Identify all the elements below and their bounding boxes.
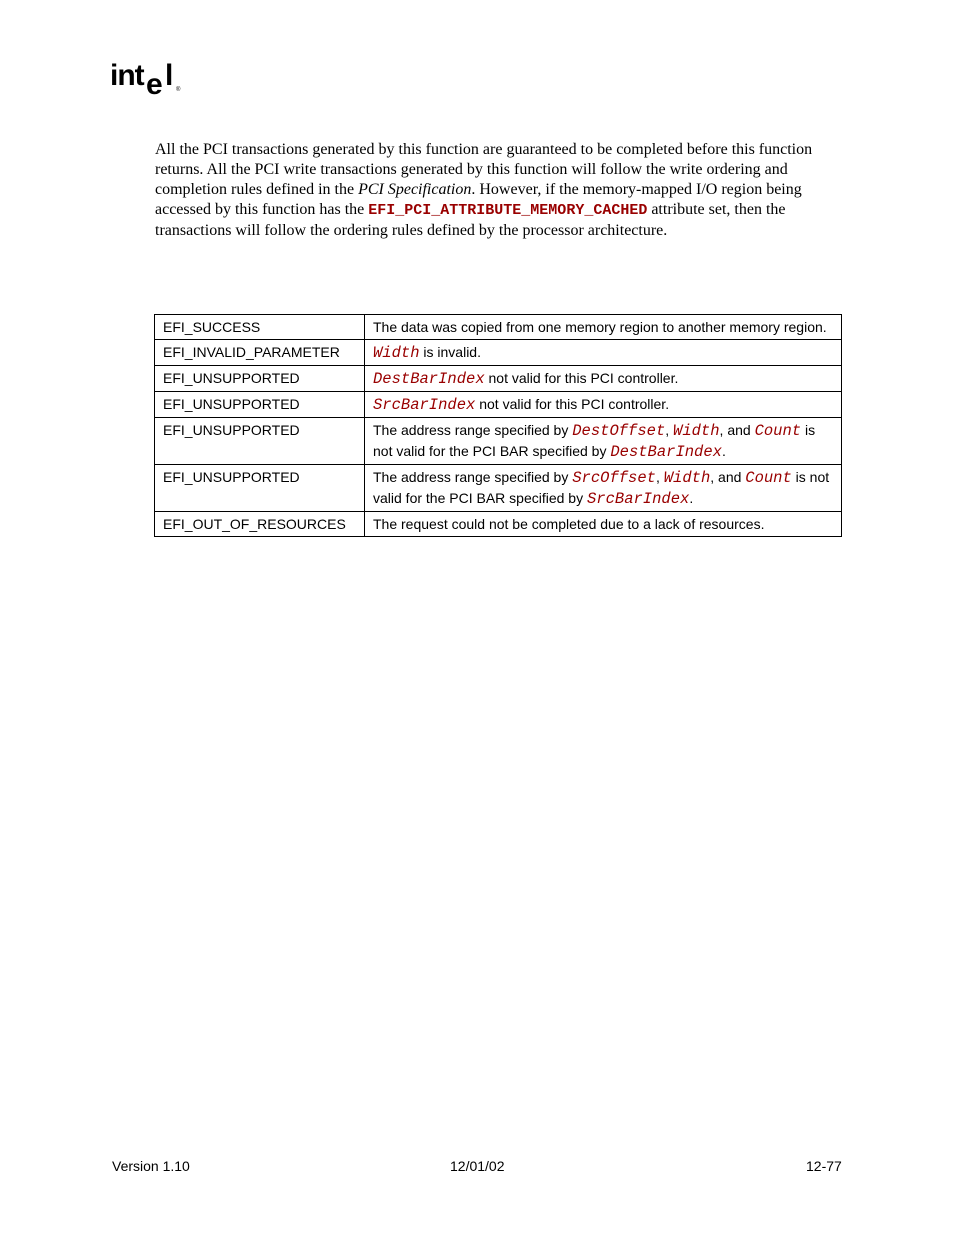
footer-page-number: 12-77	[806, 1158, 842, 1174]
status-code: EFI_UNSUPPORTED	[155, 465, 365, 512]
parameter-name: SrcOffset	[572, 469, 656, 487]
status-code: EFI_OUT_OF_RESOURCES	[155, 512, 365, 537]
parameter-name: DestOffset	[572, 422, 666, 440]
table-row	[155, 315, 842, 340]
status-description	[365, 315, 842, 340]
status-code: EFI_UNSUPPORTED	[155, 366, 365, 392]
description-text: ,	[655, 469, 664, 485]
svg-text:int: int	[110, 59, 144, 92]
svg-text:®: ®	[176, 87, 181, 93]
parameter-name: Width	[663, 469, 711, 487]
description-text: The address range specified by	[373, 469, 573, 485]
description-text: , and	[719, 422, 755, 438]
description-text: .	[689, 490, 694, 506]
body-text-part-3: attribute set, then the transactions will follow the ordering rules defined by the processor architecture.	[155, 201, 786, 239]
footer-date: 12/01/02	[450, 1158, 505, 1174]
body-text-part-1: All the PCI transactions generated by this function are guaranteed to be completed before this function returns. All the PCI write transactions generated by this function will follow the write ordering and completion rules defined in the	[155, 141, 813, 198]
description-text: not valid for this PCI controller.	[484, 370, 679, 386]
description-text: is not valid for the PCI BAR specified by	[373, 469, 830, 506]
table-row	[155, 418, 842, 465]
intel-logo-mark	[110, 58, 182, 102]
table-row	[155, 465, 842, 512]
description-text: is invalid.	[419, 344, 481, 360]
body-paragraph	[155, 140, 845, 241]
parameter-name: Count	[745, 469, 792, 487]
svg-text:e: e	[146, 68, 163, 101]
description-text: is not valid for the PCI BAR specified by	[373, 422, 816, 459]
description-text: not valid for this PCI controller.	[475, 396, 670, 412]
status-codes-table	[154, 314, 842, 537]
description-text: The data was copied from one memory region to another memory region.	[373, 319, 827, 335]
table-row	[155, 512, 842, 537]
attribute-constant: EFI_PCI_ATTRIBUTE_MEMORY_CACHED	[368, 202, 648, 219]
status-description	[365, 512, 842, 537]
description-text: The request could not be completed due to a lack of resources.	[373, 516, 765, 532]
parameter-name: SrcBarIndex	[587, 490, 690, 508]
parameter-name: Width	[673, 422, 720, 440]
footer-version: Version 1.10	[112, 1158, 190, 1174]
body-text-part-2: . However, if the memory-mapped I/O region being accessed by this function has the	[155, 181, 802, 218]
svg-text:l: l	[165, 59, 174, 92]
status-code: EFI_UNSUPPORTED	[155, 392, 365, 418]
parameter-name: Width	[373, 344, 420, 362]
parameter-name: DestBarIndex	[373, 370, 485, 388]
table-row	[155, 366, 842, 392]
parameter-name: SrcBarIndex	[373, 396, 476, 414]
status-description	[365, 418, 842, 465]
description-text: ,	[665, 422, 674, 438]
body-paragraph-text	[155, 140, 845, 241]
status-description	[365, 465, 842, 512]
parameter-name: DestBarIndex	[610, 443, 722, 461]
status-description	[365, 392, 842, 418]
status-code: EFI_INVALID_PARAMETER	[155, 340, 365, 366]
pci-spec-reference: PCI Specification	[358, 181, 472, 198]
status-code: EFI_SUCCESS	[155, 315, 365, 340]
table-row	[155, 392, 842, 418]
status-description	[365, 340, 842, 366]
intel-logo	[110, 58, 182, 102]
status-description	[365, 366, 842, 392]
parameter-name: Count	[754, 422, 802, 440]
description-text: The address range specified by	[373, 422, 573, 438]
table-row	[155, 340, 842, 366]
description-text: , and	[710, 469, 746, 485]
status-code: EFI_UNSUPPORTED	[155, 418, 365, 465]
description-text: .	[721, 443, 726, 459]
